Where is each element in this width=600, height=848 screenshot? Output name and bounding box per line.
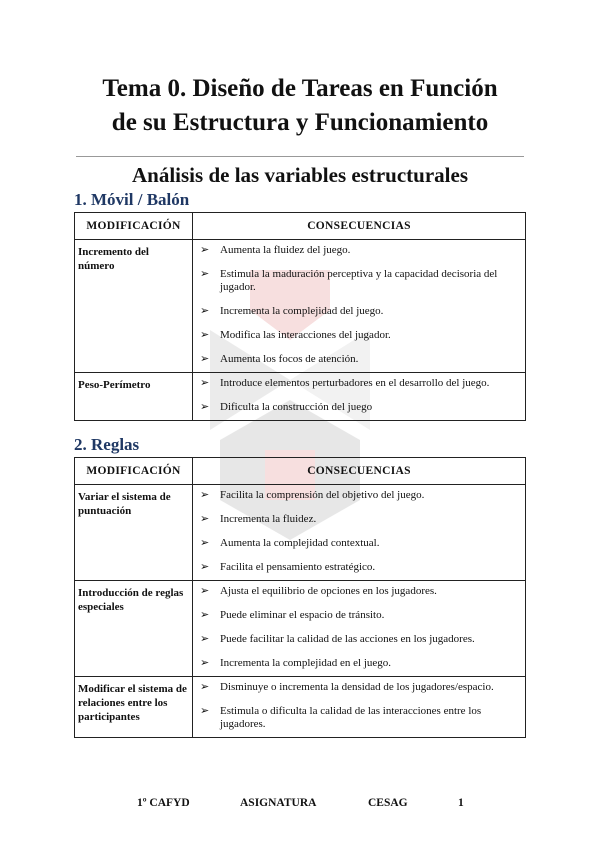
list-item: [199, 401, 519, 414]
list-item: [199, 609, 519, 622]
arrow-bullet-icon: ➢: [200, 377, 210, 389]
list-item: [199, 633, 519, 646]
list-item-text: Dificulta la construcción del juego: [220, 401, 373, 413]
consequences-cell: [193, 240, 526, 373]
list-item-text: Facilita el pensamiento estratégico.: [220, 561, 376, 573]
modification-cell: Variar el sistema de puntuación: [75, 485, 193, 581]
list-item-text: Incrementa la complejidad en el juego.: [220, 657, 392, 669]
list-item: [199, 329, 519, 342]
arrow-bullet-icon: ➢: [200, 268, 210, 280]
footer-subject: ASIGNATURA: [240, 797, 317, 809]
list-item-text: Aumenta la complejidad contextual.: [220, 537, 380, 549]
list-item-text: Aumenta los focos de atención.: [220, 353, 359, 365]
footer-course: 1º CAFYD: [137, 797, 190, 809]
modification-cell: Modificar el sistema de relaciones entre los participantes: [75, 677, 193, 738]
list-item: [199, 377, 519, 390]
arrow-bullet-icon: ➢: [200, 489, 210, 501]
arrow-bullet-icon: ➢: [200, 609, 210, 621]
list-item: [199, 585, 519, 598]
arrow-bullet-icon: ➢: [200, 561, 210, 573]
arrow-bullet-icon: ➢: [200, 244, 210, 256]
section-subtitle: Análisis de las variables estructurales: [132, 163, 468, 187]
arrow-bullet-icon: ➢: [200, 305, 210, 317]
list-item-text: Estimula la maduración perceptiva y la capacidad decisoria del jugador.: [220, 268, 498, 293]
table-row: [75, 581, 526, 677]
list-item: [199, 305, 519, 318]
document-title: [0, 72, 600, 140]
modification-cell: Introducción de reglas especiales: [75, 581, 193, 677]
list-item-text: Puede eliminar el espacio de tránsito.: [220, 609, 385, 621]
list-item: [199, 353, 519, 366]
section-heading-reglas: 2. Reglas: [74, 435, 140, 454]
table-row: [75, 677, 526, 738]
list-item-text: Ajusta el equilibrio de opciones en los jugadores.: [220, 585, 437, 597]
list-item-text: Facilita la comprensión del objetivo del juego.: [220, 489, 425, 501]
list-item-text: Estimula o dificulta la calidad de las interacciones entre los jugadores.: [220, 705, 482, 730]
column-header-modificacion: MODIFICACIÓN: [75, 213, 193, 240]
table-movil: [74, 212, 526, 421]
consequence-list: [199, 377, 519, 414]
list-item: [199, 537, 519, 550]
modification-cell: Peso-Perímetro: [75, 373, 193, 421]
list-item: [199, 681, 519, 694]
list-item-text: Introduce elementos perturbadores en el desarrollo del juego.: [220, 377, 490, 389]
title-line-1: Tema 0. Diseño de Tareas en Función: [102, 75, 498, 102]
list-item-text: Incrementa la complejidad del juego.: [220, 305, 384, 317]
list-item: [199, 657, 519, 670]
consequence-list: [199, 489, 519, 574]
consequences-cell: [193, 677, 526, 738]
footer-school: CESAG: [368, 797, 408, 809]
arrow-bullet-icon: ➢: [200, 401, 210, 413]
list-item: [199, 705, 519, 731]
arrow-bullet-icon: ➢: [200, 353, 210, 365]
consequence-list: [199, 585, 519, 670]
consequence-list: [199, 244, 519, 366]
modification-cell: Incremento del número: [75, 240, 193, 373]
list-item-text: Aumenta la fluidez del juego.: [220, 244, 351, 256]
list-item-text: Modifica las interacciones del jugador.: [220, 329, 391, 341]
table-reglas: [74, 457, 526, 738]
arrow-bullet-icon: ➢: [200, 633, 210, 645]
list-item-text: Disminuye o incrementa la densidad de los jugadores/espacio.: [220, 681, 494, 693]
list-item-text: Incrementa la fluidez.: [220, 513, 317, 525]
list-item: [199, 489, 519, 502]
divider: [76, 156, 524, 157]
consequence-list: [199, 681, 519, 731]
arrow-bullet-icon: ➢: [200, 537, 210, 549]
column-header-consecuencias: CONSECUENCIAS: [193, 458, 526, 485]
arrow-bullet-icon: ➢: [200, 657, 210, 669]
list-item: [199, 244, 519, 257]
arrow-bullet-icon: ➢: [200, 705, 210, 717]
section-heading-movil: 1. Móvil / Balón: [74, 190, 190, 209]
table-row: [75, 240, 526, 373]
arrow-bullet-icon: ➢: [200, 681, 210, 693]
list-item: [199, 513, 519, 526]
arrow-bullet-icon: ➢: [200, 585, 210, 597]
title-line-2: de su Estructura y Funcionamiento: [111, 109, 489, 136]
table-row: [75, 485, 526, 581]
consequences-cell: [193, 485, 526, 581]
table-row: [75, 373, 526, 421]
list-item-text: Puede facilitar la calidad de las acciones en los jugadores.: [220, 633, 475, 645]
list-item: [199, 268, 519, 294]
consequences-cell: [193, 581, 526, 677]
column-header-consecuencias: CONSECUENCIAS: [193, 213, 526, 240]
arrow-bullet-icon: ➢: [200, 513, 210, 525]
consequences-cell: [193, 373, 526, 421]
footer-page-number: 1: [458, 797, 464, 809]
list-item: [199, 561, 519, 574]
column-header-modificacion: MODIFICACIÓN: [75, 458, 193, 485]
arrow-bullet-icon: ➢: [200, 329, 210, 341]
